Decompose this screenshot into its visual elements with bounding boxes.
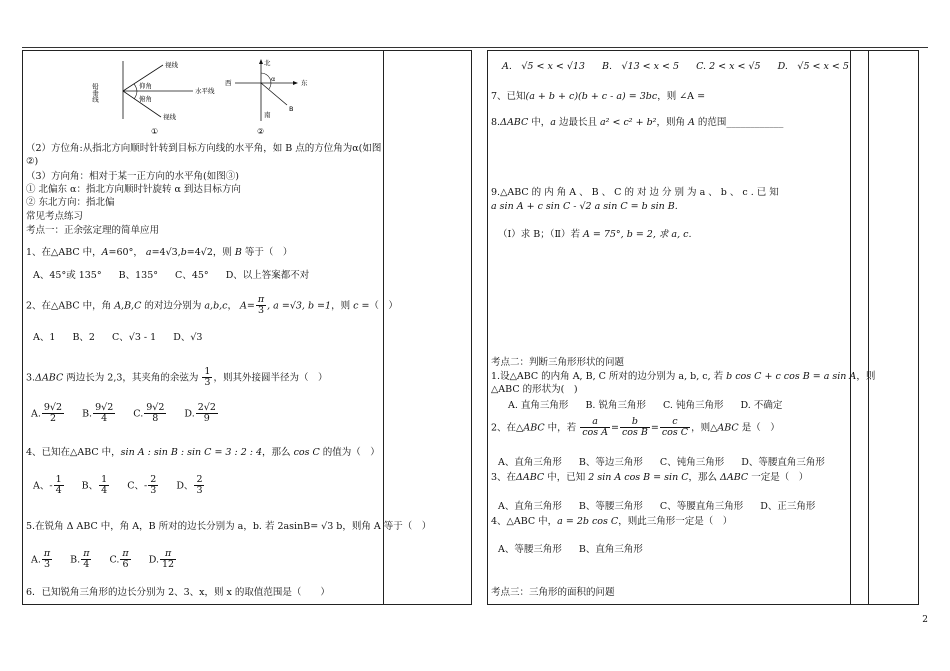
q1-b-val: =4√2 xyxy=(186,247,213,258)
q5-option-a[interactable] xyxy=(31,549,53,571)
q8-a: a xyxy=(550,117,556,128)
r3-mid2: ，那么 xyxy=(688,472,721,483)
right-panel-column-divider-2 xyxy=(868,51,869,604)
r2-abc2: ABC xyxy=(717,422,739,434)
question-6-options xyxy=(502,61,863,74)
q3-triangle: ΔABC xyxy=(35,372,64,384)
q1-then: ，则 xyxy=(212,247,235,258)
q8-angle-a: A xyxy=(688,117,695,128)
q3-c-label: C. xyxy=(133,408,144,420)
text-direction-angle: （3）方向角：相对于某一正方向的水平角(如图③) xyxy=(26,171,239,182)
question-1 xyxy=(26,247,292,260)
left-panel xyxy=(22,50,472,605)
r2-option-d[interactable]: D、等腰直角三角形 xyxy=(741,457,825,468)
q5-option-b[interactable] xyxy=(70,549,92,571)
q4-c-num: 2 xyxy=(150,474,157,485)
key-point-1-heading: 考点一：正余弦定理的简单应用 xyxy=(26,225,160,236)
q5-option-c[interactable] xyxy=(109,549,131,571)
q4-d-num: 2 xyxy=(196,474,203,485)
question-5-options xyxy=(31,549,191,571)
r3-end: 一定是（ ） xyxy=(748,472,809,483)
q4-a-label: A、 xyxy=(33,480,50,492)
page-number: 2 xyxy=(922,614,928,625)
q8-pre: 8. xyxy=(491,117,501,128)
q5-b-label: B. xyxy=(70,554,81,566)
q5-b-den: 4 xyxy=(83,559,90,571)
q5-c-den: 6 xyxy=(122,559,129,571)
q3-pre: 3. xyxy=(26,372,36,384)
q1-option-a[interactable]: A、45°或 135° xyxy=(33,270,102,281)
q1-b-side: b xyxy=(180,247,187,258)
r2-mid: 中，若 xyxy=(544,422,580,434)
q3-option-a[interactable] xyxy=(31,403,65,425)
r3-mid: 中，已知 xyxy=(544,472,589,483)
q1-b-angle: B xyxy=(234,247,242,258)
q4-a-den: 4 xyxy=(55,485,62,497)
fig1-label-sight-up: 视线 xyxy=(165,61,178,69)
q4-c-label: C、 xyxy=(127,480,145,492)
q4-option-a[interactable] xyxy=(33,475,65,497)
fig1-label-sight-down: 视线 xyxy=(163,113,176,121)
text-bearing-angle: （2）方位角:从指北方向顺时针转到目标方向线的水平角，如 B 点的方位角为α(如图 xyxy=(26,143,382,154)
r2-frac-a xyxy=(580,417,610,439)
r2-option-c[interactable]: C、钝角三角形 xyxy=(659,457,725,468)
q8-mid: 中， xyxy=(528,117,551,128)
question-3-options xyxy=(31,403,233,425)
r3-option-b[interactable]: B、等腰三角形 xyxy=(578,501,643,512)
q3-end: ，则其外接圆半径为（ ） xyxy=(213,372,328,384)
q1-option-b[interactable]: B、135° xyxy=(118,270,159,281)
r4-question xyxy=(491,516,732,529)
q7-end: ，则 ∠A = xyxy=(657,91,706,102)
q4-d-den: 3 xyxy=(196,485,203,497)
practice-heading: 常见考点练习 xyxy=(26,211,84,222)
r2-f2-num: b xyxy=(620,417,650,428)
r2-abc: ABC xyxy=(523,422,545,434)
q4-a-sign: - xyxy=(49,480,53,492)
q3-d-frac xyxy=(196,403,218,425)
q3-b-frac xyxy=(93,403,115,425)
q2-option-c[interactable]: C、√3 - 1 xyxy=(112,332,157,343)
q4-mid: ，那么 xyxy=(262,447,294,458)
fig2-label-west: 西 xyxy=(225,79,232,87)
q2-option-d[interactable]: D、√3 xyxy=(173,332,203,343)
q6-option-a[interactable]: A. √5 < x < √13 xyxy=(502,61,585,72)
q5-c-frac xyxy=(120,549,130,571)
q3-a-num: 9√2 xyxy=(43,402,63,413)
r2-option-a[interactable]: A、直角三角形 xyxy=(498,457,562,468)
q8-end: 的范围____________ xyxy=(694,117,784,128)
r1-line-1 xyxy=(491,371,875,384)
q1-pre: 1、在△ABC 中， xyxy=(26,247,102,258)
r3-triangle2: ΔABC xyxy=(720,472,749,483)
q8-triangle: ΔABC xyxy=(500,117,529,128)
fig2-label-alpha: α xyxy=(271,75,276,83)
q9-equation: a sin A + c sin C - √2 a sin C = b sin B xyxy=(491,201,675,212)
fig1-label-horizontal: 水平线 xyxy=(195,87,215,95)
q8-mid3: ，则角 xyxy=(656,117,689,128)
r1-line-2: △ABC 的形状为( ) xyxy=(491,384,578,395)
r2-pre: 2、在△ xyxy=(491,422,524,434)
q4-cos: cos C xyxy=(293,447,320,458)
r2-f1-den: cos A xyxy=(582,427,608,439)
question-8 xyxy=(491,117,783,130)
r3-pre: 3、在 xyxy=(491,472,517,483)
question-3 xyxy=(26,367,327,389)
r3-triangle: ΔABC xyxy=(516,472,545,483)
elevation-angle-figure xyxy=(93,55,233,137)
q2-pi-over-3 xyxy=(256,295,266,317)
key-point-2-heading: 考点二：判断三角形形状的问题 xyxy=(491,357,625,368)
text-bearing-angle-cont: ②) xyxy=(26,156,39,167)
q2-angle-a: A xyxy=(240,300,247,312)
q5-d-den: 12 xyxy=(162,559,175,571)
question-6: 6．已知锐角三角形的边长分别为 2、3、x，则 x 的取值范围是（ ） xyxy=(26,587,330,598)
q2-sides: a,b,c xyxy=(204,300,228,312)
q3-c-frac xyxy=(144,403,166,425)
q5-option-d[interactable] xyxy=(149,549,177,571)
q4-option-b[interactable] xyxy=(82,475,111,497)
q9-given: A = 75°, b = 2, 求 a, c xyxy=(582,229,689,240)
r2-frac-b xyxy=(620,417,650,439)
q2-eq: = xyxy=(246,300,255,312)
fig2-label-south: 南 xyxy=(264,111,271,119)
q3-num: 1 xyxy=(204,366,211,377)
q6-option-c[interactable]: C. 2 < x < √5 xyxy=(696,61,761,72)
q3-a-frac xyxy=(42,403,64,425)
question-9-line-1: 9.△ABC 的 内 角 A 、 B 、 C 的 对 边 分 别 为 a 、 b 、 c . 已 知 xyxy=(491,187,779,198)
q1-angle-val: =60°， xyxy=(108,247,143,258)
r3-option-c[interactable]: C、等腰直角三角形 xyxy=(659,501,744,512)
q4-d-frac xyxy=(194,475,204,497)
fig1-label-elevation: 仰角 xyxy=(139,82,152,90)
question-2 xyxy=(26,295,398,317)
question-5: 5.在锐角 Δ ABC 中，角 A，B 所对的边长分别为 a，b. 若 2asinB= √3 b，则角 A 等于（ ） xyxy=(26,521,432,532)
r2-f3-den: cos C xyxy=(661,427,689,439)
r3-question xyxy=(491,472,808,485)
q1-end: 等于（ ） xyxy=(241,247,293,258)
q5-b-frac xyxy=(81,549,91,571)
q6-option-b[interactable]: B. √13 < x < 5 xyxy=(602,61,680,72)
q1-option-d[interactable]: D、以上答案都不对 xyxy=(225,270,310,281)
question-4 xyxy=(26,447,380,460)
q3-a-den: 2 xyxy=(49,413,56,425)
q5-d-label: D. xyxy=(148,554,160,566)
right-panel-column-divider-1 xyxy=(850,51,851,604)
r3-options xyxy=(498,501,829,514)
q5-a-num: π xyxy=(43,548,51,559)
q3-mid: 两边长为 2,3，其夹角的余弦为 xyxy=(63,372,199,384)
text-north-east-alpha: ① 北偏东 α：指北方向顺时针旋转 α 到达目标方向 xyxy=(26,184,241,195)
q5-a-frac xyxy=(42,549,52,571)
question-4-options xyxy=(33,475,219,497)
q8-ineq: a² < c² + b² xyxy=(599,117,657,128)
q5-c-label: C. xyxy=(109,554,120,566)
q9-part: （I）求 B；（Ⅱ）若 xyxy=(498,229,583,240)
q5-a-den: 3 xyxy=(43,559,51,571)
q4-d-label: D、 xyxy=(176,480,194,492)
q3-a-label: A. xyxy=(31,408,41,420)
key-point-3-heading: 考点三：三角形的面积的问题 xyxy=(491,587,615,598)
q4-end: 的值为（ ） xyxy=(319,447,380,458)
r1-end: ，则 xyxy=(856,371,876,382)
r1-option-b[interactable]: B. 锐角三角形 xyxy=(585,400,646,411)
q5-d-num: π xyxy=(160,549,176,560)
r2-option-b[interactable]: B、等边三角形 xyxy=(578,457,643,468)
q3-den: 3 xyxy=(204,377,211,389)
fig1-label-depression: 俯角 xyxy=(139,95,152,103)
r3-option-d[interactable]: D、正三角形 xyxy=(760,501,816,512)
q1-a-val: =4√3, xyxy=(151,247,181,258)
r2-frac-c xyxy=(660,417,690,439)
fig2-caption: ② xyxy=(257,127,265,136)
r4-option-a[interactable]: A、等腰三角形 xyxy=(498,544,562,555)
r4-pre: 4、△ABC 中， xyxy=(491,516,558,527)
r2-end: ，则△ xyxy=(691,422,718,434)
fig1-label-plumb: 铅垂线 xyxy=(91,83,99,103)
r2-f3-num: c xyxy=(660,417,690,428)
q2-then: ，则 xyxy=(331,300,354,312)
q2-angles: A,B,C xyxy=(114,300,142,312)
r2-f2-den: cos B xyxy=(621,427,648,439)
q6-option-d[interactable]: D. √5 < x < 5 xyxy=(777,61,849,72)
fig2-label-north: 北 xyxy=(264,59,271,67)
r3-option-a[interactable]: A、直角三角形 xyxy=(498,501,562,512)
r3-expr: 2 sin A cos B = sin C xyxy=(588,472,689,483)
q3-d-num: 2√2 xyxy=(197,402,216,413)
fig1-caption: ① xyxy=(151,127,159,136)
q1-a-side: a xyxy=(145,247,152,258)
q4-pre: 4、已知在△ABC 中， xyxy=(26,447,121,458)
r4-options xyxy=(498,544,657,557)
r4-end: ，则此三角形一定是（ ） xyxy=(618,516,733,527)
r2-question: 2、在△ABC 中，若 $\frac{a}{\text{cos A}}$ = $\frac{b}{\text{cos B}}$ = $\frac{c}{\text{cos C}}$ ，则△ABC 是（ ） xyxy=(491,416,780,439)
q4-b-label: B、 xyxy=(81,480,99,492)
question-2-options xyxy=(33,332,216,345)
r1-option-d[interactable]: D. 不确定 xyxy=(740,400,783,411)
q1-option-c[interactable]: C、45° xyxy=(175,270,209,281)
q2-option-b[interactable]: B、2 xyxy=(72,332,95,343)
question-9-line-3 xyxy=(498,229,691,242)
q3-b-label: B. xyxy=(82,408,93,420)
question-9-line-2 xyxy=(491,201,678,214)
q4-ratio: sin A : sin B : sin C = 3 : 2 : 4 xyxy=(120,447,263,458)
q4-a-frac xyxy=(54,475,64,497)
q3-option-d[interactable] xyxy=(184,403,218,425)
q3-b-num: 9√2 xyxy=(95,402,114,413)
q3-option-c[interactable] xyxy=(133,403,167,425)
q8-mid2: 边最长且 xyxy=(555,117,600,128)
q2-pre: 2、在△ABC 中，角 xyxy=(26,300,115,312)
r1-option-a[interactable]: A. 直角三角形 xyxy=(508,400,569,411)
q3-b-den: 4 xyxy=(101,413,108,425)
fig2-label-b: B xyxy=(289,105,294,113)
q7-pre: 7、已知 xyxy=(491,91,526,102)
bearing-angle-figure xyxy=(223,55,343,137)
q2-mid: 的对边分别为 xyxy=(141,300,205,312)
q4-c-sign: - xyxy=(144,480,148,492)
q9-period: . xyxy=(674,201,678,212)
q2-rest: , a =√3, b =1 xyxy=(267,300,332,312)
r1-expr: b cos C + c cos B = a sin A xyxy=(726,371,857,382)
r2-f1-num: a xyxy=(580,417,610,428)
q2-three: 3 xyxy=(257,305,265,317)
q4-a-num: 1 xyxy=(55,474,62,485)
r2-options xyxy=(498,457,839,470)
q4-option-d[interactable] xyxy=(176,475,205,497)
q2-c: c xyxy=(353,300,359,312)
r4-expr: a = 2b cos C xyxy=(557,516,619,527)
q3-c-den: 8 xyxy=(152,413,159,425)
q5-a-label: A. xyxy=(31,554,41,566)
q2-sep: ， xyxy=(227,300,238,312)
question-1-options xyxy=(33,270,323,283)
q2-end: =（ ） xyxy=(358,300,398,312)
q5-b-num: π xyxy=(83,548,90,559)
q3-c-num: 9√2 xyxy=(146,402,165,413)
q3-option-b[interactable] xyxy=(82,403,116,425)
r4-option-b[interactable]: B、直角三角形 xyxy=(578,544,643,555)
q4-c-frac xyxy=(148,475,158,497)
q2-pi: π xyxy=(257,294,265,305)
q3-d-den: 9 xyxy=(203,413,210,425)
q4-b-frac xyxy=(99,475,109,497)
header-rule xyxy=(22,47,928,48)
fig2-label-east: 东 xyxy=(301,79,308,87)
r1-option-c[interactable]: C. 钝角三角形 xyxy=(663,400,724,411)
q3-one-third xyxy=(202,367,212,389)
r2-end2: 是（ ） xyxy=(738,422,780,434)
r1-pre: 1.设△ABC 的内角 A, B, C 所对的边分别为 a, b, c, 若 xyxy=(491,371,727,382)
q4-b-num: 1 xyxy=(101,474,108,485)
q7-expr: (a + b + c)(b + c - a) = 3bc xyxy=(525,91,658,102)
question-7 xyxy=(491,91,705,104)
text-northeast: ② 东北方向：指北偏 xyxy=(26,197,115,208)
q5-c-num: π xyxy=(122,548,129,559)
q2-option-a[interactable]: A、1 xyxy=(33,332,56,343)
q9-end: . xyxy=(688,229,692,240)
q5-d-frac xyxy=(160,549,176,571)
q4-b-den: 4 xyxy=(101,485,108,497)
r1-options xyxy=(508,400,796,413)
q4-option-c[interactable] xyxy=(127,475,159,497)
q4-c-den: 3 xyxy=(150,485,157,497)
q1-a-angle: A xyxy=(101,247,109,258)
right-panel xyxy=(487,50,919,605)
q3-d-label: D. xyxy=(184,408,195,420)
